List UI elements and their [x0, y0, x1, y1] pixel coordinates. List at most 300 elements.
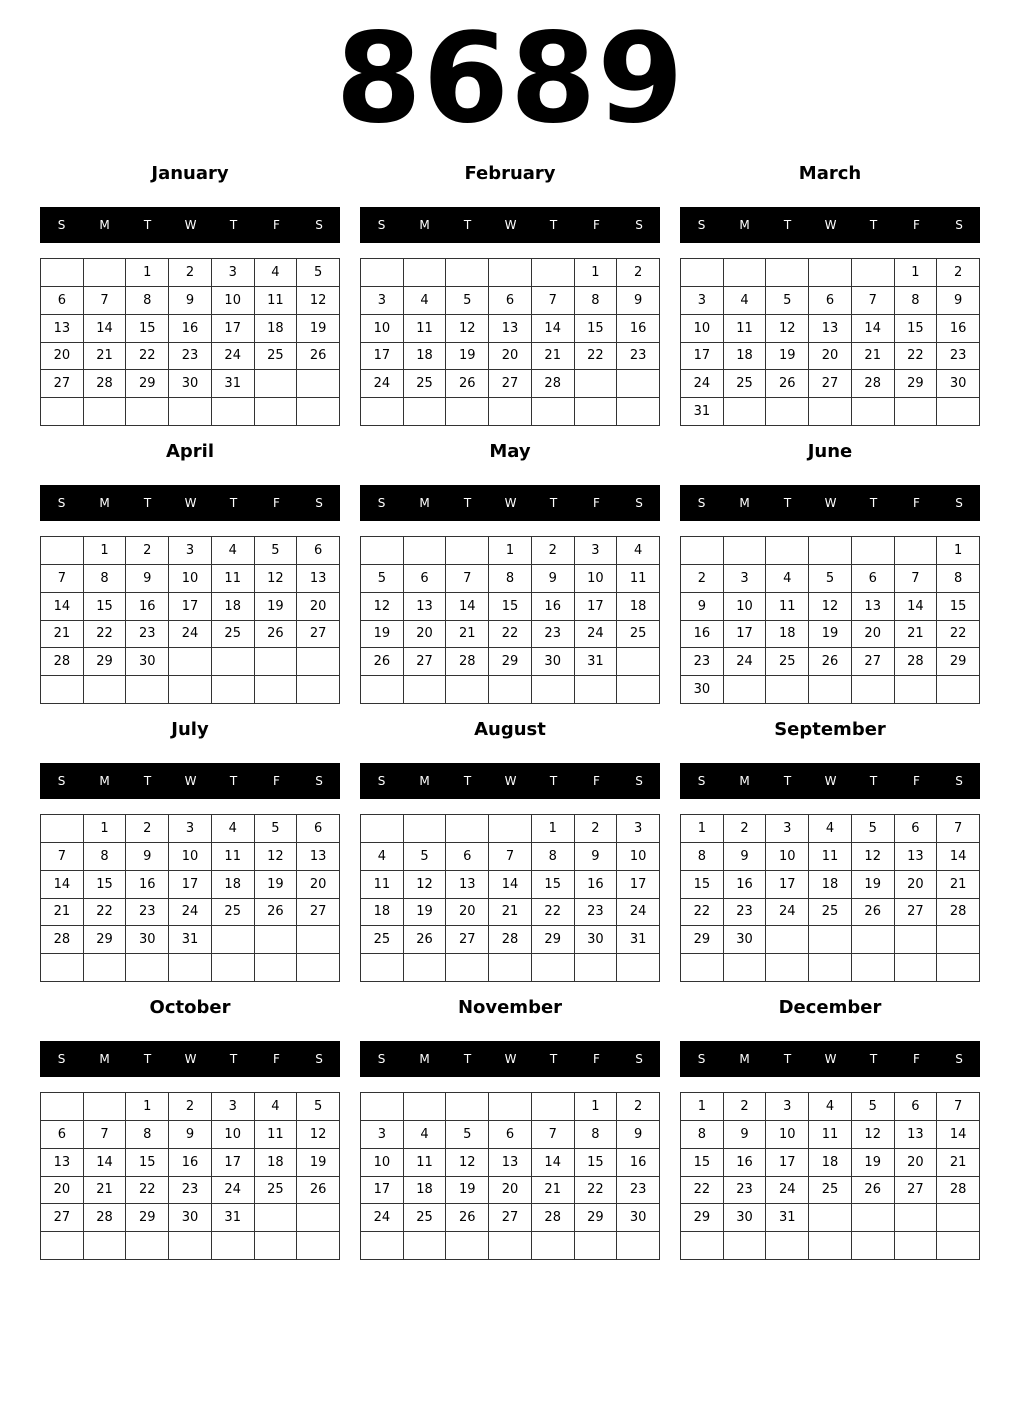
day-cell: 10	[617, 843, 660, 871]
empty-day-cell	[937, 1204, 980, 1232]
empty-day-cell	[126, 1232, 169, 1260]
empty-day-cell	[84, 954, 127, 982]
day-cell: 18	[255, 315, 298, 343]
weekday-label: M	[419, 1052, 430, 1066]
empty-day-cell	[446, 815, 489, 843]
day-cell: 16	[575, 871, 618, 899]
empty-day-cell	[297, 398, 340, 426]
day-cell: 15	[532, 871, 575, 899]
day-cell: 28	[532, 370, 575, 398]
day-cell: 19	[766, 343, 809, 371]
empty-day-cell	[809, 398, 852, 426]
day-cell: 1	[575, 259, 618, 287]
empty-day-cell	[212, 398, 255, 426]
day-cell: 7	[84, 287, 127, 315]
day-cell: 23	[126, 899, 169, 927]
day-cell: 6	[41, 1121, 84, 1149]
empty-day-cell	[724, 259, 767, 287]
weekday-label: F	[593, 1052, 600, 1066]
day-cell: 21	[84, 343, 127, 371]
day-cell: 13	[809, 315, 852, 343]
empty-day-cell	[895, 537, 938, 565]
day-cell: 1	[575, 1093, 618, 1121]
day-cell: 17	[766, 1149, 809, 1177]
weekday-label: W	[184, 1052, 197, 1066]
day-cell: 29	[895, 370, 938, 398]
empty-day-cell	[361, 398, 404, 426]
weekday-label: M	[99, 218, 110, 232]
day-cell: 6	[809, 287, 852, 315]
day-cell: 22	[126, 1177, 169, 1205]
day-cell: 20	[41, 1177, 84, 1205]
day-cell: 13	[489, 1149, 532, 1177]
weekday-label: T	[549, 774, 558, 788]
day-cell: 2	[724, 1093, 767, 1121]
day-cell: 12	[852, 1121, 895, 1149]
empty-day-cell	[895, 398, 938, 426]
empty-day-cell	[404, 815, 447, 843]
day-cell: 31	[212, 370, 255, 398]
weekday-label: T	[143, 1052, 152, 1066]
weekday-label: W	[504, 1052, 517, 1066]
day-cell: 26	[361, 648, 404, 676]
day-cell: 5	[852, 1093, 895, 1121]
day-cell: 13	[895, 1121, 938, 1149]
day-cell: 11	[809, 1121, 852, 1149]
empty-day-cell	[681, 259, 724, 287]
empty-day-cell	[681, 954, 724, 982]
day-cell: 26	[255, 621, 298, 649]
day-cell: 4	[724, 287, 767, 315]
empty-day-cell	[766, 537, 809, 565]
day-cell: 20	[895, 1149, 938, 1177]
day-cell: 14	[937, 1121, 980, 1149]
day-cell: 22	[126, 343, 169, 371]
day-cell: 16	[126, 593, 169, 621]
weekday-label: F	[273, 496, 280, 510]
weekday-header	[680, 1041, 980, 1077]
day-cell: 14	[41, 871, 84, 899]
weekday-label: T	[143, 218, 152, 232]
empty-day-cell	[212, 926, 255, 954]
day-cell: 3	[617, 815, 660, 843]
day-cell: 12	[446, 1149, 489, 1177]
day-cell: 24	[575, 621, 618, 649]
day-cell: 8	[84, 843, 127, 871]
weekday-label: T	[229, 1052, 238, 1066]
day-cell: 25	[255, 1177, 298, 1205]
weekday-label: M	[739, 496, 750, 510]
weekday-label: T	[783, 1052, 792, 1066]
day-cell: 19	[404, 899, 447, 927]
day-cell: 8	[681, 843, 724, 871]
weekday-label: W	[504, 774, 517, 788]
empty-day-cell	[895, 1232, 938, 1260]
empty-day-cell	[532, 398, 575, 426]
day-cell: 6	[446, 843, 489, 871]
day-cell: 30	[169, 370, 212, 398]
day-cell: 17	[724, 621, 767, 649]
day-cell: 21	[937, 1149, 980, 1177]
weekday-header	[360, 1041, 660, 1077]
weekday-label: S	[315, 218, 323, 232]
days-grid	[40, 1092, 340, 1260]
day-cell: 8	[489, 565, 532, 593]
empty-day-cell	[41, 815, 84, 843]
day-cell: 7	[41, 843, 84, 871]
empty-day-cell	[575, 676, 618, 704]
day-cell: 2	[937, 259, 980, 287]
day-cell: 23	[126, 621, 169, 649]
empty-day-cell	[404, 676, 447, 704]
day-cell: 13	[852, 593, 895, 621]
empty-day-cell	[809, 259, 852, 287]
day-cell: 24	[617, 899, 660, 927]
empty-day-cell	[895, 926, 938, 954]
day-cell: 20	[41, 343, 84, 371]
empty-day-cell	[361, 815, 404, 843]
weekday-label: F	[913, 218, 920, 232]
empty-day-cell	[937, 926, 980, 954]
day-cell: 20	[446, 899, 489, 927]
day-cell: 4	[404, 1121, 447, 1149]
day-cell: 2	[126, 815, 169, 843]
day-cell: 2	[169, 259, 212, 287]
empty-day-cell	[446, 676, 489, 704]
day-cell: 10	[169, 565, 212, 593]
empty-day-cell	[297, 1204, 340, 1232]
day-cell: 29	[532, 926, 575, 954]
weekday-label: S	[955, 496, 963, 510]
day-cell: 6	[297, 537, 340, 565]
weekday-label: M	[739, 774, 750, 788]
day-cell: 27	[297, 621, 340, 649]
day-cell: 20	[297, 871, 340, 899]
day-cell: 29	[575, 1204, 618, 1232]
day-cell: 27	[895, 899, 938, 927]
day-cell: 5	[361, 565, 404, 593]
empty-day-cell	[852, 1204, 895, 1232]
empty-day-cell	[41, 676, 84, 704]
day-cell: 28	[937, 1177, 980, 1205]
day-cell: 29	[489, 648, 532, 676]
day-cell: 3	[169, 815, 212, 843]
empty-day-cell	[937, 954, 980, 982]
day-cell: 15	[681, 1149, 724, 1177]
day-cell: 21	[937, 871, 980, 899]
day-cell: 26	[446, 370, 489, 398]
weekday-label: S	[635, 774, 643, 788]
weekday-header	[40, 485, 340, 521]
day-cell: 18	[809, 871, 852, 899]
day-cell: 17	[361, 343, 404, 371]
empty-day-cell	[361, 676, 404, 704]
empty-day-cell	[532, 1093, 575, 1121]
empty-day-cell	[852, 676, 895, 704]
days-grid	[360, 536, 660, 704]
empty-day-cell	[852, 259, 895, 287]
day-cell: 1	[532, 815, 575, 843]
empty-day-cell	[617, 648, 660, 676]
month-name: August	[474, 719, 546, 740]
empty-day-cell	[361, 537, 404, 565]
day-cell: 31	[169, 926, 212, 954]
day-cell: 11	[255, 287, 298, 315]
day-cell: 30	[681, 676, 724, 704]
weekday-label: F	[913, 1052, 920, 1066]
day-cell: 23	[617, 1177, 660, 1205]
day-cell: 24	[724, 648, 767, 676]
empty-day-cell	[532, 1232, 575, 1260]
day-cell: 8	[937, 565, 980, 593]
weekday-label: S	[315, 1052, 323, 1066]
empty-day-cell	[575, 370, 618, 398]
day-cell: 12	[255, 565, 298, 593]
day-cell: 26	[852, 1177, 895, 1205]
day-cell: 19	[852, 1149, 895, 1177]
empty-day-cell	[297, 1232, 340, 1260]
weekday-header	[680, 207, 980, 243]
day-cell: 5	[446, 1121, 489, 1149]
day-cell: 18	[766, 621, 809, 649]
day-cell: 4	[212, 815, 255, 843]
empty-day-cell	[297, 370, 340, 398]
empty-day-cell	[852, 398, 895, 426]
day-cell: 14	[532, 1149, 575, 1177]
day-cell: 9	[681, 593, 724, 621]
weekday-label: S	[57, 1052, 66, 1066]
day-cell: 18	[255, 1149, 298, 1177]
weekday-label: S	[377, 774, 386, 788]
empty-day-cell	[895, 676, 938, 704]
empty-day-cell	[404, 398, 447, 426]
empty-day-cell	[169, 676, 212, 704]
empty-day-cell	[169, 1232, 212, 1260]
day-cell: 18	[404, 1177, 447, 1205]
day-cell: 23	[724, 1177, 767, 1205]
empty-day-cell	[169, 648, 212, 676]
day-cell: 19	[255, 593, 298, 621]
day-cell: 27	[41, 370, 84, 398]
empty-day-cell	[681, 1232, 724, 1260]
day-cell: 9	[937, 287, 980, 315]
day-cell: 21	[446, 621, 489, 649]
empty-day-cell	[852, 537, 895, 565]
weekday-label: T	[463, 1052, 472, 1066]
empty-day-cell	[255, 1232, 298, 1260]
empty-day-cell	[489, 259, 532, 287]
day-cell: 2	[126, 537, 169, 565]
day-cell: 31	[617, 926, 660, 954]
day-cell: 3	[724, 565, 767, 593]
empty-day-cell	[575, 398, 618, 426]
empty-day-cell	[895, 1204, 938, 1232]
day-cell: 23	[169, 343, 212, 371]
empty-day-cell	[404, 259, 447, 287]
day-cell: 18	[361, 899, 404, 927]
day-cell: 7	[937, 1093, 980, 1121]
day-cell: 4	[404, 287, 447, 315]
weekday-label: F	[913, 774, 920, 788]
empty-day-cell	[617, 1232, 660, 1260]
day-cell: 23	[724, 899, 767, 927]
weekday-label: W	[824, 774, 837, 788]
empty-day-cell	[937, 676, 980, 704]
empty-day-cell	[809, 1204, 852, 1232]
day-cell: 19	[255, 871, 298, 899]
day-cell: 17	[212, 315, 255, 343]
day-cell: 17	[575, 593, 618, 621]
day-cell: 9	[126, 565, 169, 593]
weekday-label: T	[143, 774, 152, 788]
day-cell: 24	[212, 1177, 255, 1205]
weekday-header	[680, 485, 980, 521]
day-cell: 13	[446, 871, 489, 899]
day-cell: 7	[532, 1121, 575, 1149]
month-name: July	[171, 719, 209, 740]
days-grid	[40, 536, 340, 704]
day-cell: 18	[809, 1149, 852, 1177]
empty-day-cell	[212, 676, 255, 704]
day-cell: 18	[212, 593, 255, 621]
day-cell: 5	[297, 1093, 340, 1121]
day-cell: 25	[255, 343, 298, 371]
empty-day-cell	[255, 1204, 298, 1232]
empty-day-cell	[489, 398, 532, 426]
empty-day-cell	[404, 1232, 447, 1260]
day-cell: 14	[41, 593, 84, 621]
day-cell: 21	[489, 899, 532, 927]
day-cell: 4	[617, 537, 660, 565]
day-cell: 12	[255, 843, 298, 871]
day-cell: 27	[489, 370, 532, 398]
day-cell: 3	[766, 815, 809, 843]
day-cell: 8	[84, 565, 127, 593]
day-cell: 5	[766, 287, 809, 315]
weekday-label: S	[315, 496, 323, 510]
day-cell: 15	[84, 593, 127, 621]
weekday-header	[360, 207, 660, 243]
weekday-label: T	[549, 218, 558, 232]
day-cell: 9	[532, 565, 575, 593]
empty-day-cell	[84, 259, 127, 287]
empty-day-cell	[361, 954, 404, 982]
day-cell: 8	[895, 287, 938, 315]
weekday-label: M	[419, 774, 430, 788]
day-cell: 22	[895, 343, 938, 371]
empty-day-cell	[255, 676, 298, 704]
day-cell: 5	[809, 565, 852, 593]
day-cell: 12	[404, 871, 447, 899]
weekday-label: T	[229, 218, 238, 232]
month-name: March	[798, 163, 862, 184]
day-cell: 10	[575, 565, 618, 593]
weekday-label: T	[143, 496, 152, 510]
day-cell: 13	[41, 315, 84, 343]
day-cell: 11	[404, 1149, 447, 1177]
weekday-label: S	[57, 218, 66, 232]
day-cell: 11	[212, 843, 255, 871]
day-cell: 19	[297, 315, 340, 343]
day-cell: 10	[724, 593, 767, 621]
day-cell: 1	[681, 1093, 724, 1121]
empty-day-cell	[809, 676, 852, 704]
empty-day-cell	[84, 1232, 127, 1260]
weekday-label: M	[739, 218, 750, 232]
day-cell: 24	[361, 370, 404, 398]
day-cell: 21	[532, 343, 575, 371]
month-may	[360, 438, 660, 708]
day-cell: 7	[84, 1121, 127, 1149]
empty-day-cell	[489, 1232, 532, 1260]
weekday-label: S	[635, 218, 643, 232]
empty-day-cell	[255, 954, 298, 982]
day-cell: 21	[852, 343, 895, 371]
month-name: November	[457, 997, 563, 1018]
day-cell: 17	[212, 1149, 255, 1177]
day-cell: 14	[489, 871, 532, 899]
day-cell: 30	[126, 926, 169, 954]
empty-day-cell	[532, 676, 575, 704]
weekday-label: S	[57, 496, 66, 510]
weekday-label: S	[635, 1052, 643, 1066]
day-cell: 22	[489, 621, 532, 649]
month-march	[680, 160, 980, 430]
day-cell: 24	[681, 370, 724, 398]
empty-day-cell	[41, 259, 84, 287]
day-cell: 9	[575, 843, 618, 871]
day-cell: 2	[681, 565, 724, 593]
day-cell: 14	[84, 315, 127, 343]
day-cell: 22	[532, 899, 575, 927]
day-cell: 19	[446, 1177, 489, 1205]
weekday-label: T	[869, 218, 878, 232]
day-cell: 30	[169, 1204, 212, 1232]
day-cell: 3	[212, 1093, 255, 1121]
day-cell: 4	[255, 259, 298, 287]
day-cell: 1	[84, 815, 127, 843]
day-cell: 23	[617, 343, 660, 371]
day-cell: 20	[489, 343, 532, 371]
days-grid	[360, 258, 660, 426]
day-cell: 29	[126, 1204, 169, 1232]
day-cell: 12	[852, 843, 895, 871]
empty-day-cell	[489, 815, 532, 843]
day-cell: 24	[212, 343, 255, 371]
month-name: December	[778, 997, 882, 1018]
empty-day-cell	[766, 926, 809, 954]
empty-day-cell	[446, 537, 489, 565]
month-april	[40, 438, 340, 708]
empty-day-cell	[255, 648, 298, 676]
empty-day-cell	[255, 398, 298, 426]
day-cell: 17	[681, 343, 724, 371]
day-cell: 10	[169, 843, 212, 871]
month-december	[680, 994, 980, 1264]
empty-day-cell	[937, 398, 980, 426]
empty-day-cell	[404, 1093, 447, 1121]
weekday-label: S	[315, 774, 323, 788]
empty-day-cell	[84, 398, 127, 426]
month-name: April	[165, 441, 215, 462]
day-cell: 28	[446, 648, 489, 676]
days-grid	[360, 1092, 660, 1260]
day-cell: 3	[681, 287, 724, 315]
month-november	[360, 994, 660, 1264]
day-cell: 15	[126, 1149, 169, 1177]
empty-day-cell	[532, 259, 575, 287]
day-cell: 7	[41, 565, 84, 593]
